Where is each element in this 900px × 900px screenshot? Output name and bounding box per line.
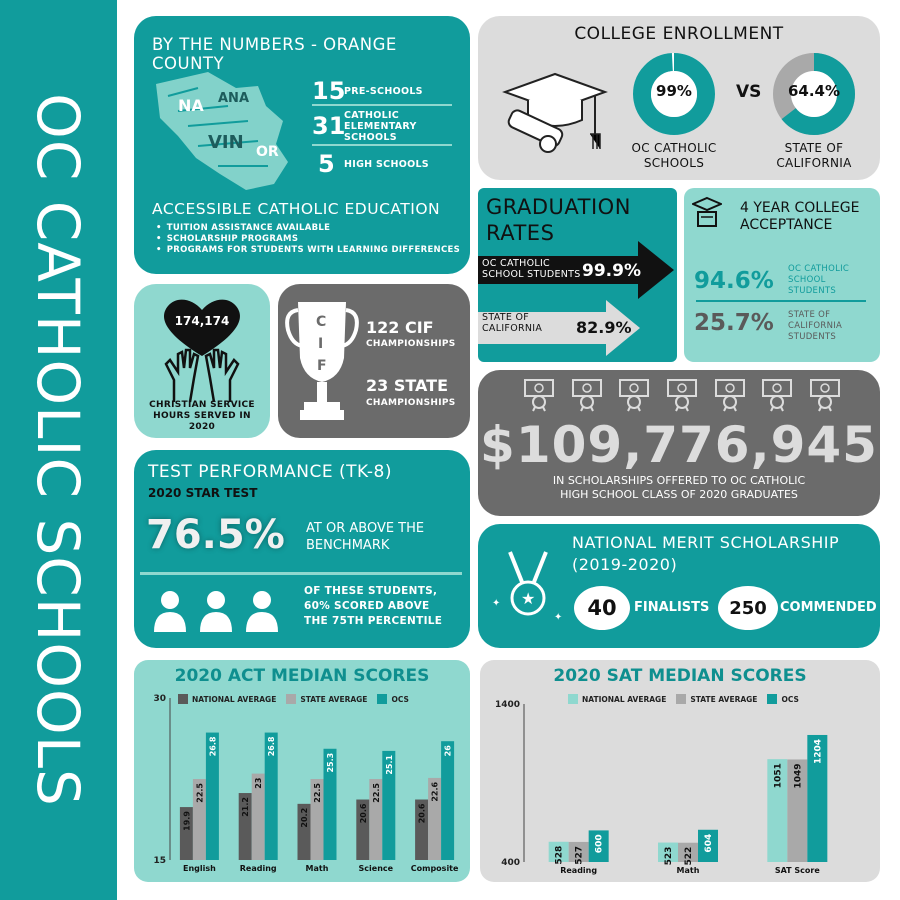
y-tick-label: 30 [153,694,166,704]
service-label: CHRISTIAN SERVICE HOURS SERVED IN 2020 [149,400,255,432]
state-graduation-value: 82.9% [576,318,632,337]
legend-label: OCS [391,694,409,704]
commended-value: 250 [729,597,767,619]
bar-value-label: 1051 [773,763,784,789]
scholarship-label: IN SCHOLARSHIPS OFFERED TO OC CATHOLIC HIGH SCHOOL CLASS OF 2020 GRADUATES [552,474,806,501]
by-the-numbers-panel [134,16,470,274]
accessible-item: • PROGRAMS FOR STUDENTS WITH LEARNING DIFFERENCES [156,245,461,255]
test-subtitle: 2020 STAR TEST [148,486,258,500]
y-tick-label: 1400 [494,700,520,710]
scholarship-amount: $109,776,945 [480,416,878,474]
oc-enrollment-value: 99% [656,82,692,100]
test-divider [140,572,462,575]
bar-value-label: 1204 [813,738,824,765]
svg-text:★: ★ [521,589,536,608]
x-tick-label: Reading [239,864,277,873]
count-preschools [312,78,452,106]
test-performance-panel [134,450,470,648]
money-icons [522,376,842,412]
bar [441,741,454,860]
commended-badge [718,586,778,630]
accessible-title: ACCESSIBLE CATHOLIC EDUCATION [152,200,441,218]
state-graduation-label: STATE OF CALIFORNIA [482,312,543,334]
state-enrollment-value: 64.4% [787,82,841,100]
count-label: PRE-SCHOOLS [344,85,423,97]
act-chart-title: 2020 ACT MEDIAN SCORES [174,666,430,686]
bar-value-label: 26.8 [267,736,277,757]
test-value: 76.5% [146,512,285,558]
bar-value-label: 523 [664,846,674,866]
college-title: COLLEGE ENROLLMENT [574,24,784,44]
bar-value-label: 23 [254,777,264,789]
graduation-cap-icon [500,64,610,164]
x-tick-label: Science [358,864,394,873]
trophy-letter-f: F [317,358,327,374]
sat-chart [480,660,880,882]
bar-value-label: 22.6 [430,781,440,802]
money-icon [570,376,604,412]
money-icon [617,376,651,412]
merit-panel [478,524,880,648]
x-tick-label: Composite [410,864,459,873]
finalists-label: FINALISTS [634,600,710,615]
legend-label: NATIONAL AVERAGE [582,694,667,704]
money-icon [665,376,699,412]
bar-value-label: 25.3 [326,752,335,773]
accessible-item: • SCHOLARSHIP PROGRAMS [156,234,299,244]
test-title: TEST PERFORMANCE (TK-8) [148,462,392,482]
state-championships-value: 23 STATE [366,376,449,395]
accessible-list [156,223,460,256]
bar-value-label: 527 [574,845,585,865]
oc-graduation-value: 99.9% [582,261,641,281]
money-icon [760,376,794,412]
state-enrollment-label: STATE OF CALIFORNIA [776,141,852,170]
sat-chart-panel [480,660,880,882]
commended-label: COMMENDED [780,600,877,615]
svg-text:✦: ✦ [554,612,563,623]
bar-value-label: 22.5 [371,783,381,803]
orange-county-map-icon [148,66,298,196]
count-value: 15 [312,77,346,105]
state-enrollment-donut [772,52,856,136]
cif-value: 122 CIF [366,318,434,337]
bar-value-label: 21.2 [241,797,251,817]
cif-panel [278,284,470,438]
oc-enrollment-label: OC CATHOLIC SCHOOLS [631,141,717,170]
test-value-label: AT OR ABOVE THE BENCHMARK [306,521,425,553]
students-icon [148,586,288,634]
cif-label: CHAMPIONSHIPS [366,339,456,349]
map-text-3: OR [256,144,279,160]
state-acceptance-value: 25.7% [694,310,774,336]
vs-text: VS [736,82,762,102]
merit-title: NATIONAL MERIT SCHOLARSHIP (2019-2020) [572,533,840,574]
service-value: 174,174 [174,314,230,328]
count-label: HIGH SCHOOLS [344,158,429,170]
y-tick-label: 400 [501,858,520,868]
college-enrollment-panel [478,16,880,180]
state-championships-label: CHAMPIONSHIPS [366,398,456,408]
bar-value-label: 19.9 [182,811,192,831]
map-text-4: ANA [218,91,250,106]
state-acceptance-label: STATE OF CALIFORNIA STUDENTS [788,310,843,342]
bar-value-label: 22.5 [313,783,322,803]
bar-value-label: 600 [594,834,605,854]
trophy-letter-c: C [316,314,327,330]
bar-value-label: 1049 [793,763,804,789]
bar-value-label: 25.1 [384,754,394,775]
acceptance-divider [696,300,866,302]
sidebar-title: OC CATHOLIC SCHOOLS [24,93,92,807]
legend-label: STATE AVERAGE [690,694,758,704]
scholarships-panel [478,370,880,516]
x-tick-label: Reading [560,866,598,875]
sidebar [0,0,117,900]
graduation-panel [478,188,677,362]
money-icon [713,376,747,412]
finalists-badge [574,586,630,630]
svg-text:✦: ✦ [492,598,501,609]
act-chart-panel [134,660,470,882]
finalists-value: 40 [587,596,617,620]
diploma-icon [692,196,722,230]
act-chart [134,660,470,882]
medal-icon [488,546,568,626]
graduation-title: GRADUATION RATES [486,195,631,245]
accessible-item: • TUITION ASSISTANCE AVAILABLE [156,223,331,233]
x-tick-label: Math [676,866,700,875]
count-elementary [312,108,452,146]
legend-label: NATIONAL AVERAGE [192,694,277,704]
oc-graduation-label: OC CATHOLIC SCHOOL STUDENTS [482,258,581,280]
bar-value-label: 20.6 [358,803,368,824]
count-value: 31 [312,112,346,140]
x-tick-label: English [182,864,216,873]
bar-value-label: 522 [684,846,694,866]
map-text-2: VIN [208,132,244,153]
legend-label: STATE AVERAGE [300,694,368,704]
bar-value-label: 20.2 [300,807,309,828]
acceptance-panel [684,188,880,362]
bar-value-label: 20.6 [417,803,427,824]
oc-acceptance-label: OC CATHOLIC SCHOOL STUDENTS [788,264,850,296]
bar-value-label: 26 [443,745,453,757]
heart-hands-icon [156,294,248,404]
by-the-numbers-title: BY THE NUMBERS - ORANGE COUNTY [152,35,397,73]
money-icon [808,376,842,412]
bar-value-label: 22.5 [195,783,205,803]
map-text-1: NA [178,96,204,115]
oc-enrollment-donut [632,52,716,136]
count-label: CATHOLIC ELEMENTARY SCHOOLS [344,109,417,143]
test-note: OF THESE STUDENTS, 60% SCORED ABOVE THE 75TH PERCENTILE [304,585,443,627]
oc-acceptance-value: 94.6% [694,268,774,294]
service-panel [134,284,270,438]
bar-value-label: 528 [554,845,565,865]
x-tick-label: Math [305,864,329,873]
legend-label: OCS [781,694,799,704]
acceptance-title: 4 YEAR COLLEGE ACCEPTANCE [740,200,860,233]
money-icon [522,376,556,412]
y-tick-label: 15 [153,856,166,866]
trophy-letter-i: I [318,336,324,352]
count-value: 5 [318,150,335,178]
count-high-schools [312,150,452,178]
sat-chart-title: 2020 SAT MEDIAN SCORES [553,666,807,686]
bar-value-label: 26.8 [208,736,218,757]
x-tick-label: SAT Score [774,866,820,875]
bar-value-label: 604 [704,833,714,853]
